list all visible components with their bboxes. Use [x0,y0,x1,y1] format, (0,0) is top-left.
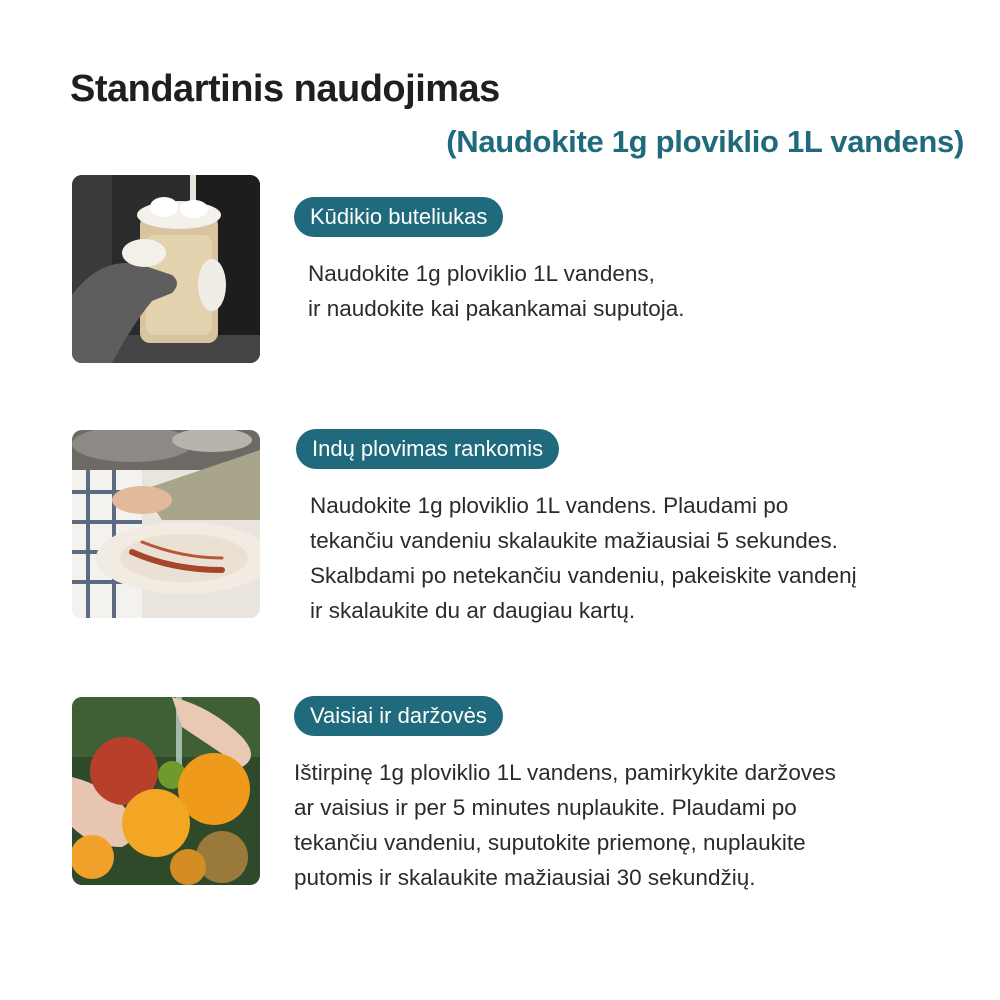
text-line: Skalbdami po netekančiu vandeniu, pakeiskite vandenį [310,563,857,588]
text-line: putomis ir skalaukite mažiausiai 30 sekundžių. [294,865,756,890]
text-line: Naudokite 1g ploviklio 1L vandens. Plaudami po [310,493,789,518]
section-text-baby-bottle [308,256,684,326]
text-line: ar vaisius ir per 5 minutes nuplaukite. Plaudami po [294,795,797,820]
text-line: tekančiu vandeniu, suputokite priemonę, nuplaukite [294,830,806,855]
section-label-fruits-vegetables: Vaisiai ir daržovės [294,696,503,736]
text-line: tekančiu vandeniu skalaukite mažiausiai 5 sekundes. [310,528,838,553]
section-text-dish-washing [310,488,857,628]
fruit-washing-photo [72,697,260,885]
page-subtitle: (Naudokite 1g ploviklio 1L vandens) [446,124,964,159]
text-line: Naudokite 1g ploviklio 1L vandens, [308,261,655,286]
baby-bottle-washing-photo [72,175,260,363]
page-title: Standartinis naudojimas [70,68,500,110]
text-line: Ištirpinę 1g ploviklio 1L vandens, pamirkykite daržoves [294,760,836,785]
section-label-baby-bottle: Kūdikio buteliukas [294,197,503,237]
text-line: ir skalaukite du ar daugiau kartų. [310,598,636,623]
text-line: ir naudokite kai pakankamai suputoja. [308,296,685,321]
section-label-dish-washing: Indų plovimas rankomis [296,429,559,469]
section-text-fruits-vegetables [294,755,836,895]
dish-washing-photo [72,430,260,618]
